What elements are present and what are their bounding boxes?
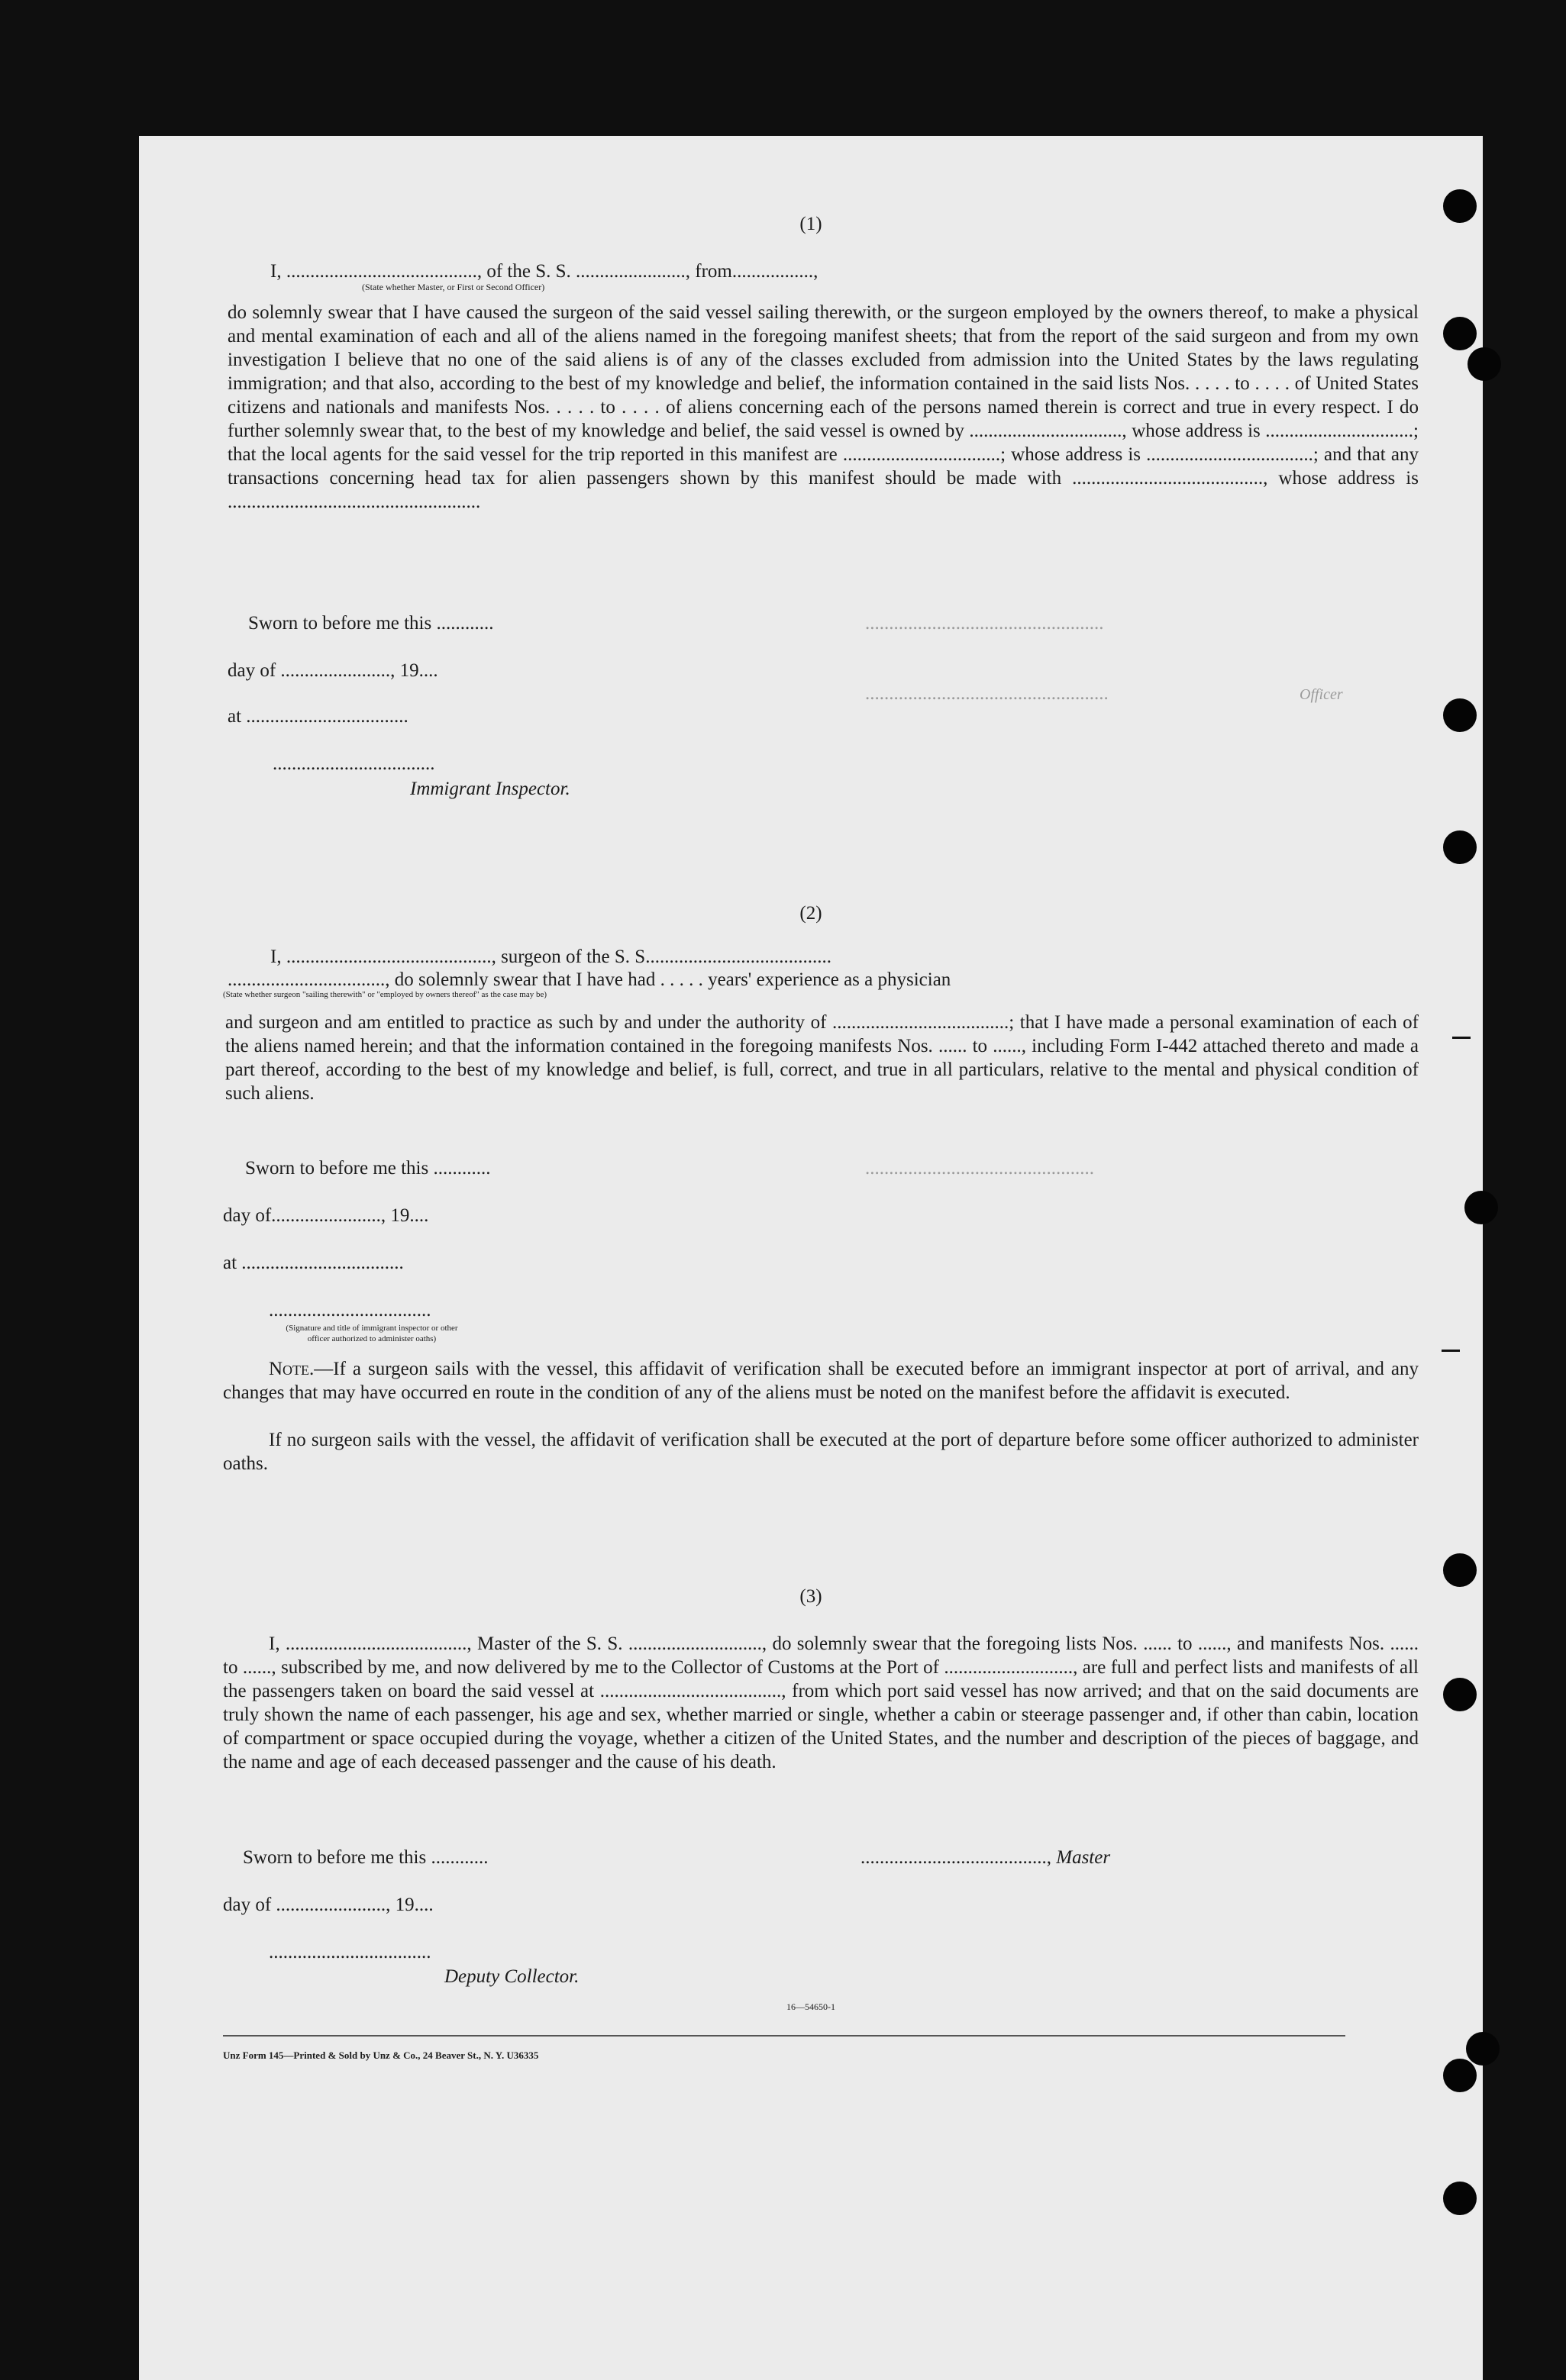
punch-hole — [1443, 830, 1477, 864]
section-1-officer-label: Officer — [1300, 686, 1343, 703]
punch-hole — [1468, 347, 1501, 381]
master-label: Master — [1056, 1847, 1111, 1868]
section-1-officer-dots: ................................................... — [865, 683, 1109, 704]
punch-hole — [1443, 698, 1477, 732]
footer-rule — [223, 2035, 1345, 2037]
punch-hole — [1443, 1553, 1477, 1587]
form-number: 16—54650-1 — [786, 2001, 835, 2012]
section-2-note-1 — [223, 1357, 1419, 1404]
punch-hole — [1443, 1678, 1477, 1711]
section-1-officer-note: (State whether Master, or First or Second Officer) — [362, 282, 545, 292]
section-2-signature-note: (Signature and title of immigrant inspector or other officer authorized to administer oaths) — [286, 1324, 458, 1343]
note-label: Note. — [269, 1359, 315, 1379]
section-1-signature-dots: .................................................. — [865, 613, 1104, 634]
punch-hole — [1443, 2059, 1477, 2092]
section-1-body: do solemnly swear that I have caused the surgeon of the said vessel sailing therewith, or the surgeon employed by the owners thereof, to make a physical and mental examination of each and all of the aliens named in the foregoing manifest sheets; that from the report of the said surgeon and from my own investigation I believe that no one of the said aliens is of any of the classes excluded from admission into the United States by the laws regulating immigration; and that also, according to the best of my knowledge and belief, the information contained in the said lists Nos. . . . . to . . . . of United States citizens and nationals and manifests Nos. . . . . to . . . . of aliens concerning each of the persons named therein is correct and true in every respect. I do further solemnly swear that, to the best of my knowledge and belief, the said vessel is owned by ................................, whose address is ...............................; that the local agents for the said vessel for the trip reported in this manifest are .................................; whose address is ...................................; and that any transactions concerning head tax for alien passengers shown by this manifest should be made with ........................................, whose address is ..................................................... — [228, 302, 1419, 512]
margin-mark — [1452, 1037, 1471, 1039]
section-2-at: at .................................. — [223, 1253, 404, 1273]
punch-hole — [1464, 1191, 1498, 1224]
section-3-number: (3) — [799, 1586, 822, 1607]
section-2-note-2: If no surgeon sails with the vessel, the affidavit of verification shall be executed at the port of departure before some officer authorized to administer oaths. — [223, 1430, 1419, 1474]
note-text: —If a surgeon sails with the vessel, this affidavit of verification shall be executed before an immigrant inspector at port of arrival, and any changes that may have occurred en route in the condition of any of the aliens must be noted on the manifest before the affidavit is executed. — [223, 1359, 1419, 1403]
section-3-collector-dots: .................................. — [269, 1942, 431, 1962]
punch-hole — [1466, 2032, 1500, 2066]
section-2-sworn: Sworn to before me this ............ — [245, 1158, 491, 1179]
section-2-officer-dots: .................................. — [269, 1300, 431, 1321]
document-page — [139, 136, 1483, 2380]
section-1-inspector-label: Immigrant Inspector. — [410, 779, 570, 799]
section-2-oath-line-2: ................................., do solemnly swear that I have had . . . . . years' experience as a physician — [228, 969, 951, 990]
section-2-signature-dots: ................................................ — [865, 1158, 1094, 1179]
section-2-oath-line-1: I, ..........................................., surgeon of the S. S....................................... — [270, 947, 831, 967]
punch-hole — [1443, 317, 1477, 350]
section-2-number: (2) — [799, 903, 822, 924]
master-dots: ......................................., — [860, 1847, 1057, 1868]
section-3-sworn: Sworn to before me this ............ — [243, 1847, 489, 1868]
punch-hole — [1443, 189, 1477, 223]
section-1-number: (1) — [799, 214, 822, 234]
section-3-day: day of ......................., 19.... — [223, 1895, 434, 1915]
section-1-inspector-dots: .................................. — [273, 753, 435, 774]
section-3-deputy-label: Deputy Collector. — [444, 1966, 580, 1987]
section-3-body: I, ......................................, Master of the S. S. ............................, do solemnly swear that the foregoing lists Nos. ...... to ......, and manifests Nos. ...... to ......, subscribed by me, and now delivered by me to the Collector of Customs at the Port of ..........................., are full and perfect lists and manifests of all the passengers taken on board the said vessel at ......................................, from which port said vessel has now arrived; and that on the said documents are truly shown the name of each passenger, his age and sex, whether married or single, whether a cabin or steerage passenger and, if other than cabin, location of compartment or space occupied during the voyage, whether a citizen of the United States, and the number and description of the pieces of baggage, and the name and age of each deceased passenger and the cause of his death. — [223, 1633, 1419, 1772]
section-1-sworn: Sworn to before me this ............ — [248, 613, 494, 634]
section-1-day: day of ......................., 19.... — [228, 660, 438, 681]
section-1-at: at .................................. — [228, 706, 408, 727]
section-1-oath-line: I, ........................................, of the S. S. ......................., from................., — [270, 261, 819, 282]
section-2-surgeon-note: (State whether surgeon "sailing therewith" or "employed by owners thereof" as the case may be) — [223, 990, 547, 999]
punch-hole — [1443, 2182, 1477, 2215]
section-2-body: and surgeon and am entitled to practice as such by and under the authority of .....................................; that I have made a personal examination of each of the aliens named herein; and that the information contained in the foregoing manifests Nos. ...... to ......, including Form I-442 attached thereto and made a part thereof, according to the best of my knowledge and belief, is full, correct, and true in all particulars, relative to the mental and physical condition of such aliens. — [225, 1012, 1419, 1104]
section-2-day: day of......................., 19.... — [223, 1205, 429, 1226]
printer-imprint: Unz Form 145—Printed & Sold by Unz & Co., 24 Beaver St., N. Y. U36335 — [223, 2049, 539, 2061]
section-3-master-line — [860, 1846, 1110, 1869]
margin-mark — [1442, 1350, 1460, 1352]
